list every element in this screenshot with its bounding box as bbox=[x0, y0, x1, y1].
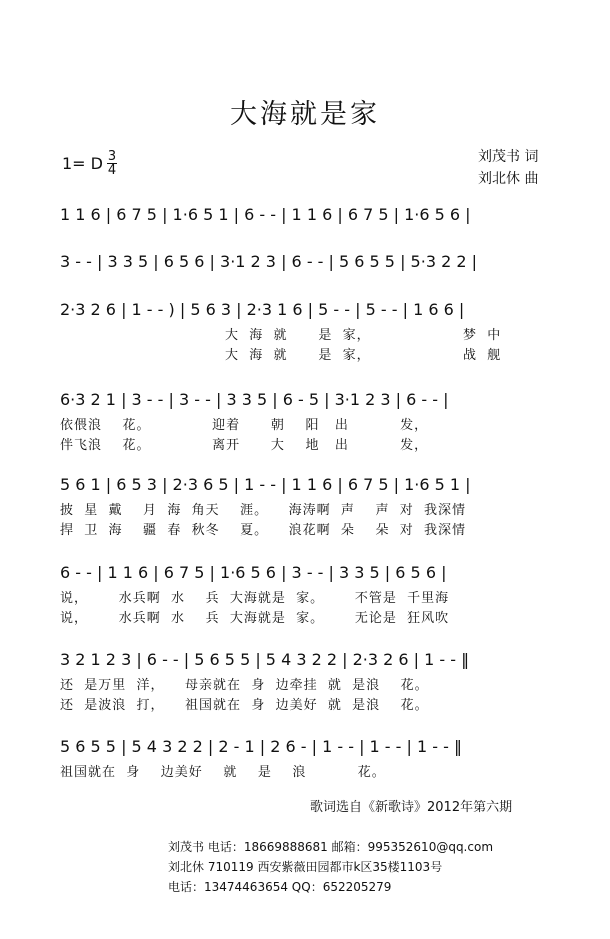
key-signature bbox=[62, 150, 117, 177]
lyric-line: 伴飞浪 花。 离开 大 地 出 发， bbox=[60, 438, 429, 453]
notes-line: 5 6 5 5 | 5 4 3 2 2 | 2 - 1 | 2 6 - | 1 - - | 1 - - | 1 - - ‖ bbox=[60, 737, 462, 756]
lyric-line: 大 海 就 是 家， 战 舰 bbox=[225, 348, 502, 363]
contact-line: 刘北休 710119 西安紫薇田园都市k区35楼1103号 bbox=[168, 860, 443, 874]
notes-line: 1 1 6 | 6 7 5 | 1·6 5 1 | 6 - - | 1 1 6 | 6 7 5 | 1·6 5 6 | bbox=[60, 205, 471, 224]
credits bbox=[478, 146, 538, 190]
notes-line: 5 6 1 | 6 5 3 | 2·3 6 5 | 1 - - | 1 1 6 | 6 7 5 | 1·6 5 1 | bbox=[60, 475, 471, 494]
system-8 bbox=[60, 737, 550, 781]
notes-line: 3 2 1 2 3 | 6 - - | 5 6 5 5 | 5 4 3 2 2 | 2·3 2 6 | 1 - - ‖ bbox=[60, 650, 470, 669]
notes-line: 2·3 2 6 | 1 - - ) | 5 6 3 | 2·3 1 6 | 5 - - | 5 - - | 1 6 6 | bbox=[60, 300, 465, 319]
time-signature bbox=[107, 150, 117, 177]
lyric-line: 大 海 就 是 家， 梦 中 bbox=[225, 328, 502, 343]
lyrics-source: 歌词选自《新歌诗》2012年第六期 bbox=[310, 800, 513, 815]
time-bottom: 4 bbox=[107, 163, 117, 178]
time-top: 3 bbox=[107, 149, 117, 164]
system-5 bbox=[60, 475, 550, 539]
contact-line: 刘茂书 电话：18669888681 邮箱：995352610@qq.com bbox=[168, 840, 494, 854]
lyric-line: 祖国就在 身 边美好 就 是 浪 花。 bbox=[60, 765, 386, 780]
lyric-line: 说， 水兵啊 水 兵 大海就是 家。 不管是 千里海 bbox=[60, 591, 450, 606]
system-3 bbox=[60, 300, 550, 364]
system-6 bbox=[60, 563, 550, 627]
lyric-line: 说， 水兵啊 水 兵 大海就是 家。 无论是 狂风吹 bbox=[60, 611, 450, 626]
lyric-line: 还 是万里 洋， 母亲就在 身 边牵挂 就 是浪 花。 bbox=[60, 678, 429, 693]
contact-line: 电话：13474463654 QQ：652205279 bbox=[168, 880, 392, 894]
notes-line: 6 - - | 1 1 6 | 6 7 5 | 1·6 5 6 | 3 - - | 3 3 5 | 6 5 6 | bbox=[60, 563, 447, 582]
lyric-line: 还 是波浪 打， 祖国就在 身 边美好 就 是浪 花。 bbox=[60, 698, 429, 713]
song-title: 大海就是家 bbox=[230, 99, 380, 130]
composer: 刘北休 曲 bbox=[478, 171, 539, 187]
system-7 bbox=[60, 650, 550, 714]
key-text: 1= D bbox=[62, 154, 103, 173]
lyric-line: 依偎浪 花。 迎着 朝 阳 出 发， bbox=[60, 418, 429, 433]
notes-line: 3 - - | 3 3 5 | 6 5 6 | 3·1 2 3 | 6 - - | 5 6 5 5 | 5·3 2 2 | bbox=[60, 252, 477, 271]
system-1 bbox=[60, 205, 550, 229]
system-4 bbox=[60, 390, 550, 454]
notes-line: 6·3 2 1 | 3 - - | 3 - - | 3 3 5 | 6 - 5 | 3·1 2 3 | 6 - - | bbox=[60, 390, 449, 409]
lyricist: 刘茂书 词 bbox=[478, 149, 539, 165]
system-2 bbox=[60, 252, 550, 276]
lyric-line: 披 星 戴 月 海 角天 涯。 海涛啊 声 声 对 我深情 bbox=[60, 503, 466, 518]
lyric-line: 捍 卫 海 疆 春 秋冬 夏。 浪花啊 朵 朵 对 我深情 bbox=[60, 523, 466, 538]
